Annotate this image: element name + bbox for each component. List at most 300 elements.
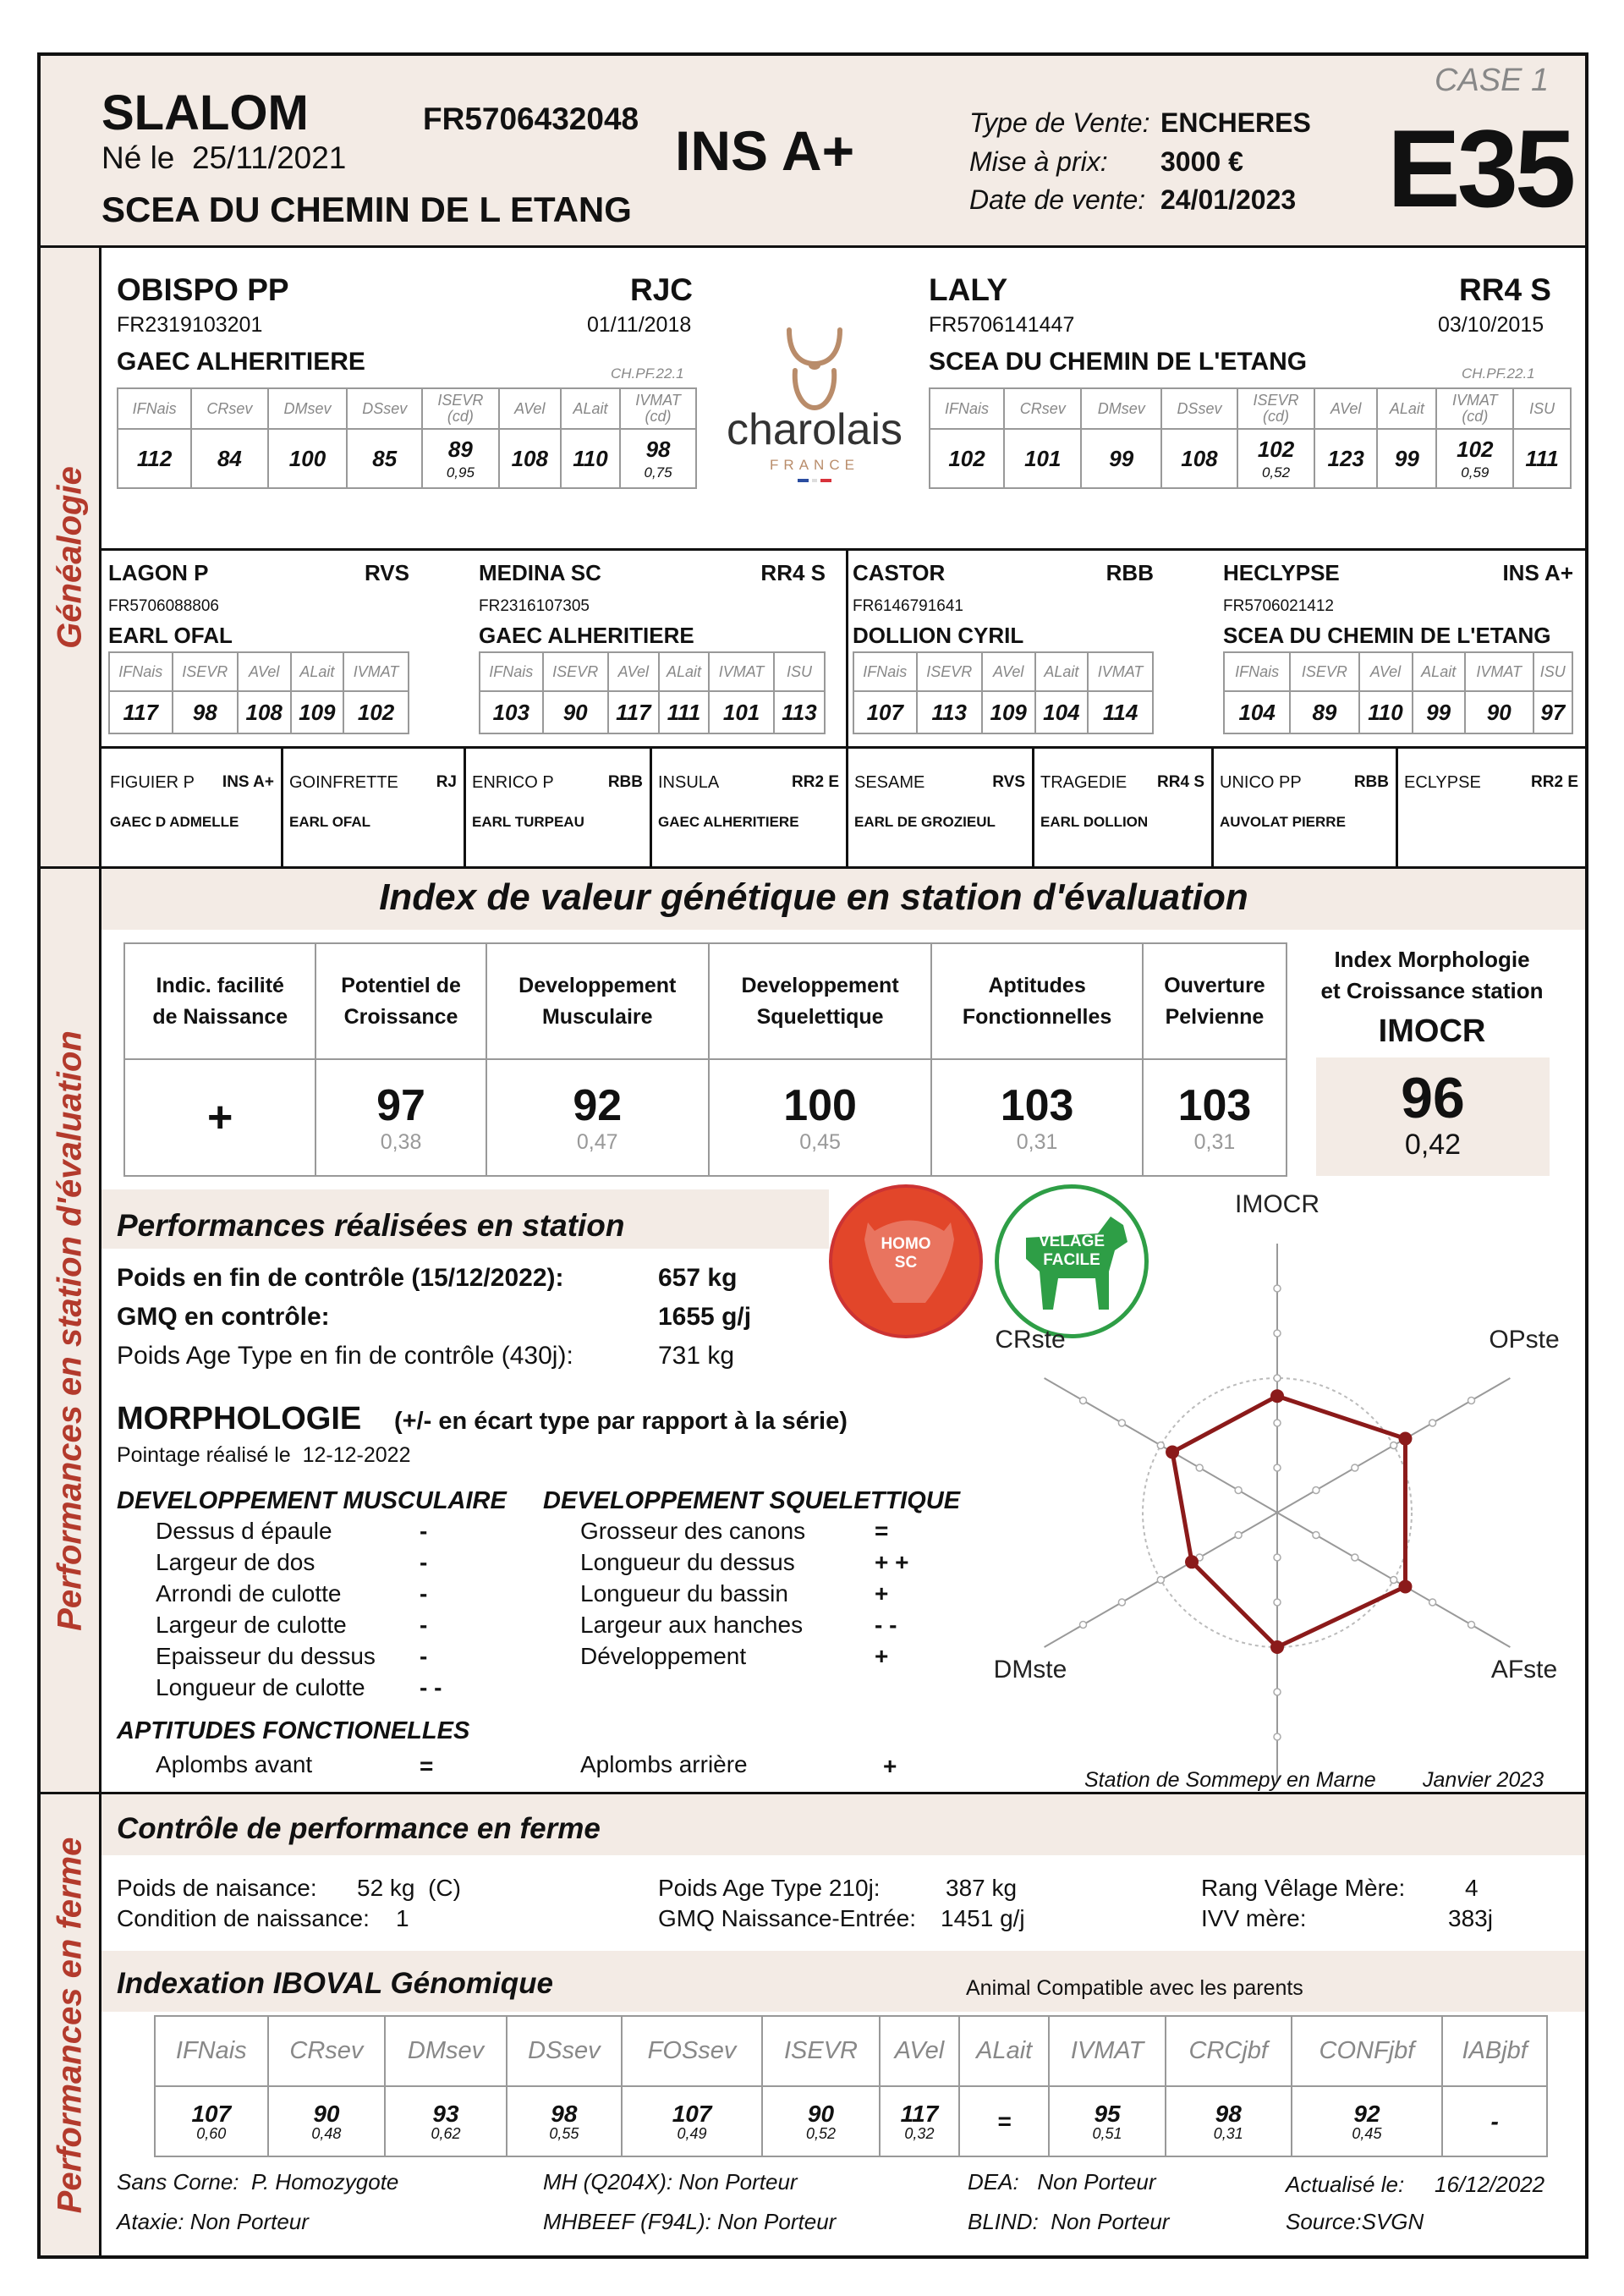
grandparent-id: FR6146791641 xyxy=(853,597,963,615)
index-reliability: 0,75 xyxy=(644,464,672,481)
morpho-score: = xyxy=(875,1518,889,1544)
iboval-value: - xyxy=(1490,2107,1499,2134)
perf-label: GMQ en contrôle: xyxy=(117,1303,330,1331)
great-qual: RR4 S xyxy=(1157,773,1204,791)
index-column-value xyxy=(124,1059,315,1176)
iboval-compat: Animal Compatible avec les parents xyxy=(966,1976,1303,2000)
index-value-cell: 99 xyxy=(1413,691,1465,733)
iboval-value-cell xyxy=(1442,2086,1547,2156)
dam-code: CH.PF.22.1 xyxy=(1462,365,1535,382)
index-column-value xyxy=(315,1059,486,1176)
iboval-value-cell xyxy=(385,2086,507,2156)
dea: DEA: Non Porteur xyxy=(968,2169,1156,2194)
great-name: SESAME xyxy=(854,773,925,792)
pat: 387 kg xyxy=(946,1875,1018,1901)
radar-tick xyxy=(1118,1420,1125,1426)
farm-title: Contrôle de performance en ferme xyxy=(117,1812,601,1845)
great-name: ENRICO P xyxy=(472,773,554,792)
index-header-cell: ISU xyxy=(774,652,825,691)
morpho-trait: Epaisseur du dessus xyxy=(156,1643,376,1669)
radar-tick xyxy=(1235,1532,1242,1539)
radar-point xyxy=(1398,1432,1412,1446)
index-header-cell: IFNais xyxy=(118,388,191,429)
divider xyxy=(1032,746,1034,866)
iboval-reliability: 0,31 xyxy=(1213,2124,1243,2142)
index-header-cell: IFNais xyxy=(480,652,543,691)
flag-blue xyxy=(798,479,809,482)
sire-index-table xyxy=(117,387,697,489)
morpho-score: - xyxy=(420,1549,428,1575)
homo-sc-badge xyxy=(829,1184,983,1338)
index-header-cell: ALait xyxy=(1035,652,1089,691)
index-value: 102 xyxy=(948,445,985,471)
rank: 4 xyxy=(1465,1875,1479,1901)
radar-axis-label: CRste xyxy=(995,1326,1066,1354)
index-header-cell: CRsev xyxy=(191,388,267,429)
index-value-cell xyxy=(1314,429,1377,488)
radar-point xyxy=(1270,1389,1284,1403)
index-header-cell: ALait xyxy=(561,388,620,429)
index-value-cell: 104 xyxy=(1224,691,1290,733)
radar-tick xyxy=(1274,1420,1281,1426)
index-header-cell: ALait xyxy=(1377,388,1436,429)
index-header-cell: ISU xyxy=(1513,388,1571,429)
iboval-reliability: 0,48 xyxy=(311,2124,342,2142)
morpho-score: - xyxy=(420,1580,428,1607)
sale-date: 24/01/2023 xyxy=(1160,184,1297,215)
index-title: Index de valeur génétique en station d'évaluation xyxy=(379,876,1248,918)
index-header-cell: IVMAT xyxy=(1088,652,1153,691)
blind: BLIND: Non Porteur xyxy=(968,2209,1170,2234)
dam-date: 03/10/2015 xyxy=(1438,313,1544,337)
grandparent-name: CASTOR xyxy=(853,560,946,585)
ivv-label: IVV mère: xyxy=(1201,1905,1307,1931)
morpho-score: + xyxy=(883,1753,897,1779)
index-value: 100 xyxy=(288,445,326,471)
iboval-header-cell: IFNais xyxy=(155,2016,268,2086)
index-value-cell: 114 xyxy=(1088,691,1153,733)
morpho-trait: Largeur aux hanches xyxy=(580,1612,804,1638)
index-value-cell: 90 xyxy=(1465,691,1533,733)
sidebar-genealogy xyxy=(41,248,102,866)
iboval-value: 117 xyxy=(900,2100,939,2127)
divider xyxy=(846,746,848,866)
perf-value: 657 kg xyxy=(658,1264,738,1292)
radar-tick xyxy=(1468,1622,1474,1629)
index-value-cell xyxy=(499,429,561,488)
iboval-reliability: 0,62 xyxy=(431,2124,461,2142)
index-reliability: 0,47 xyxy=(576,1129,618,1154)
updated: 16/12/2022 xyxy=(1435,2172,1545,2197)
index-column-header: Aptitudes Fonctionnelles xyxy=(931,943,1143,1059)
index-reliability: 0,59 xyxy=(1461,464,1490,481)
index-value: 112 xyxy=(136,445,173,471)
index-reliability: 0,52 xyxy=(1261,464,1291,481)
grandparent-id: FR5706088806 xyxy=(108,597,219,615)
index-column-header: Developpement Musculaire xyxy=(486,943,709,1059)
iboval-value-cell xyxy=(1292,2086,1443,2156)
index-value-cell: 109 xyxy=(982,691,1035,733)
radar-tick xyxy=(1080,1622,1087,1629)
radar-tick xyxy=(1274,1464,1281,1471)
index-reliability: 0,45 xyxy=(799,1129,841,1154)
breeder: SCEA DU CHEMIN DE L ETANG xyxy=(102,190,632,229)
index-value-cell: 113 xyxy=(917,691,982,733)
index-header-cell: DSsev xyxy=(347,388,422,429)
index-value: 108 xyxy=(511,445,548,471)
iboval-value-cell xyxy=(959,2086,1049,2156)
sale-type: ENCHERES xyxy=(1160,107,1311,138)
morpho-trait: Développement xyxy=(580,1643,747,1669)
lot-number: E35 xyxy=(1387,107,1573,230)
great-owner: GAEC D ADMELLE xyxy=(110,814,239,830)
grandparent-owner: DOLLION CYRIL xyxy=(853,623,1024,648)
radar-date: Janvier 2023 xyxy=(1423,1768,1544,1792)
great-name: UNICO PP xyxy=(1220,773,1302,792)
radar-tick xyxy=(1274,1733,1281,1740)
index-header-cell: ISEVR xyxy=(917,652,982,691)
grandparent-owner: GAEC ALHERITIERE xyxy=(479,623,694,648)
radar-series-line xyxy=(1172,1396,1405,1647)
index-value: 97 xyxy=(376,1080,425,1130)
index-value-cell xyxy=(347,429,422,488)
great-qual: INS A+ xyxy=(222,773,274,791)
iboval-value: = xyxy=(996,2107,1012,2134)
index-value: 123 xyxy=(1327,445,1364,471)
index-value: 100 xyxy=(783,1080,857,1130)
morpho-score: - - xyxy=(420,1674,442,1700)
great-qual: RVS xyxy=(992,773,1025,791)
iboval-header-cell: FOSsev xyxy=(622,2016,762,2086)
morpho-trait: Longueur du dessus xyxy=(580,1549,795,1575)
birth-weight-label: Poids de naisance: xyxy=(117,1875,317,1901)
index-value-cell xyxy=(1237,429,1314,488)
index-value: 102 xyxy=(1257,436,1295,462)
iboval-value: 93 xyxy=(432,2100,459,2127)
imocr-label: Index Morphologie et Croissance station xyxy=(1320,947,1544,1003)
sire-code: CH.PF.22.1 xyxy=(611,365,684,382)
iboval-reliability: 0,49 xyxy=(677,2124,707,2142)
animal-id: FR5706432048 xyxy=(423,102,639,136)
index-value-cell: 90 xyxy=(543,691,608,733)
iboval-header-cell: IVMAT xyxy=(1049,2016,1166,2086)
grandparent-qual: INS A+ xyxy=(1502,560,1573,585)
index-value-cell xyxy=(1004,429,1081,488)
index-value-cell xyxy=(1161,429,1237,488)
index-value-cell: 103 xyxy=(480,691,543,733)
index-value: 84 xyxy=(217,445,242,471)
dam-owner: SCEA DU CHEMIN DE L'ETANG xyxy=(929,348,1308,376)
index-value-cell xyxy=(1513,429,1571,488)
iboval-value: 90 xyxy=(313,2100,340,2127)
radar-point xyxy=(1270,1640,1284,1654)
morpho-trait: Longueur de culotte xyxy=(156,1674,365,1700)
index-value: 99 xyxy=(1394,445,1419,471)
sire-owner: GAEC ALHERITIERE xyxy=(117,348,365,376)
index-column-header: Potentiel de Croissance xyxy=(315,943,486,1059)
index-header-cell: ISEVR xyxy=(543,652,608,691)
index-value: 89 xyxy=(447,436,473,462)
radar-tick xyxy=(1274,1689,1281,1695)
radar-axis-label: IMOCR xyxy=(1235,1190,1320,1218)
sans-corne: Sans Corne: P. Homozygote xyxy=(117,2169,399,2194)
dam-index-table xyxy=(929,387,1572,489)
great-name: GOINFRETTE xyxy=(289,773,398,792)
morpho-trait: Dessus d épaule xyxy=(156,1518,332,1544)
station-index-table xyxy=(123,942,1287,1177)
dam-id: FR5706141447 xyxy=(929,313,1075,337)
skel-title: DEVELOPPEMENT SQUELETTIQUE xyxy=(543,1487,961,1514)
divider xyxy=(1396,746,1398,866)
sire-id: FR2319103201 xyxy=(117,313,263,337)
perf-value: 1655 g/j xyxy=(658,1303,752,1331)
index-header-cell: ALait xyxy=(1413,652,1465,691)
great-owner: EARL DE GROZIEUL xyxy=(854,814,996,830)
morpho-trait: Grosseur des canons xyxy=(580,1518,806,1544)
iboval-reliability: 0,45 xyxy=(1352,2124,1382,2142)
radar-point xyxy=(1166,1445,1179,1458)
index-header-cell: ALait xyxy=(291,652,344,691)
dam-qual: RR4 S xyxy=(1459,272,1551,307)
imocr-value: 96 xyxy=(1401,1066,1465,1130)
grandparent-index-table xyxy=(479,651,826,734)
great-name: FIGUIER P xyxy=(110,773,195,792)
updated-label: Actualisé le: xyxy=(1286,2172,1405,2197)
homo-sc-text: HOMO SC xyxy=(881,1235,931,1272)
index-value-cell xyxy=(1436,429,1513,488)
flag-red xyxy=(820,479,831,482)
index-column-header: Developpement Squelettique xyxy=(709,943,931,1059)
radar-tick xyxy=(1157,1577,1164,1584)
price-label: Mise à prix: xyxy=(969,146,1108,177)
index-reliability: 0,95 xyxy=(446,464,475,481)
index-value-cell: 104 xyxy=(1035,691,1089,733)
index-header-cell: AVel xyxy=(1359,652,1413,691)
radar-tick xyxy=(1274,1285,1281,1292)
iboval-value: 98 xyxy=(551,2100,578,2127)
iboval-header-cell: CRCjbf xyxy=(1166,2016,1292,2086)
morpho-trait: Largeur de dos xyxy=(156,1549,315,1575)
morpho-score: = xyxy=(420,1753,434,1779)
morpho-trait: Aplombs arrière xyxy=(580,1751,748,1777)
radar-station: Station de Sommepy en Marne xyxy=(1084,1768,1376,1792)
iboval-header-cell: ALait xyxy=(959,2016,1049,2086)
index-column-header: Ouverture Pelvienne xyxy=(1143,943,1287,1059)
index-reliability: 0,31 xyxy=(1016,1129,1058,1154)
iboval-header-cell: AVel xyxy=(880,2016,959,2086)
birth-weight: 52 kg (C) xyxy=(357,1875,461,1901)
sale-type-label: Type de Vente: xyxy=(969,107,1150,138)
divider xyxy=(102,746,1585,749)
great-owner: GAEC ALHERITIERE xyxy=(658,814,799,830)
iboval-value: 98 xyxy=(1215,2100,1242,2127)
great-qual: RBB xyxy=(1353,773,1389,791)
radar-tick xyxy=(1429,1599,1436,1606)
morpho-score: - xyxy=(420,1612,428,1638)
index-value: 103 xyxy=(1177,1080,1252,1130)
morpho-trait: Arrondi de culotte xyxy=(156,1580,342,1607)
apt-title: APTITUDES FONCTIONELLES xyxy=(117,1717,470,1744)
index-value-cell: 117 xyxy=(608,691,659,733)
grandparent-owner: SCEA DU CHEMIN DE L'ETANG xyxy=(1223,623,1551,648)
rank-label: Rang Vêlage Mère: xyxy=(1201,1875,1406,1901)
ivv: 383j xyxy=(1448,1905,1493,1931)
morpho-date: Pointage réalisé le 12-12-2022 xyxy=(117,1443,411,1467)
iboval-value-cell xyxy=(880,2086,959,2156)
index-header-cell: ISEVR xyxy=(1290,652,1358,691)
perf-label: Poids en fin de contrôle (15/12/2022): xyxy=(117,1264,564,1292)
radar-tick xyxy=(1157,1442,1164,1449)
iboval-header-cell: DMsev xyxy=(385,2016,507,2086)
sidebar-station xyxy=(41,869,102,1792)
index-value: 92 xyxy=(573,1080,623,1130)
iboval-header-cell: ISEVR xyxy=(762,2016,880,2086)
sidebar-farm xyxy=(41,1794,102,2255)
radar-point xyxy=(1185,1555,1199,1568)
birth-date: Né le 25/11/2021 xyxy=(102,140,347,175)
radar-chart xyxy=(964,1190,1590,1777)
index-value-cell: 109 xyxy=(291,691,344,733)
great-owner: EARL OFAL xyxy=(289,814,371,830)
great-owner: EARL DOLLION xyxy=(1040,814,1149,830)
morpho-score: + xyxy=(875,1643,889,1669)
great-qual: RBB xyxy=(607,773,643,791)
radar-axis-label: AFste xyxy=(1490,1656,1558,1684)
divider xyxy=(102,548,1585,551)
iboval-value-cell xyxy=(268,2086,386,2156)
index-header-cell: IFNais xyxy=(930,388,1004,429)
index-column-value xyxy=(931,1059,1143,1176)
index-column-value xyxy=(1143,1059,1287,1176)
index-value-cell xyxy=(620,429,696,488)
index-value-cell: 110 xyxy=(1359,691,1413,733)
index-value: 103 xyxy=(1000,1080,1074,1130)
great-name: ECLYPSE xyxy=(1404,773,1481,792)
grandparent-id: FR2316107305 xyxy=(479,597,590,615)
grandparent-id: FR5706021412 xyxy=(1223,597,1334,615)
great-owner: AUVOLAT PIERRE xyxy=(1220,814,1346,830)
index-header-cell: IVMAT (cd) xyxy=(620,388,696,429)
morpho-score: - xyxy=(420,1518,428,1544)
index-value: 110 xyxy=(573,445,608,471)
dam-name: LALY xyxy=(929,272,1008,307)
index-value-cell: 97 xyxy=(1533,691,1572,733)
index-value-cell: 102 xyxy=(343,691,409,733)
iboval-value: 92 xyxy=(1353,2100,1380,2127)
radar-axis-label: DMste xyxy=(993,1656,1067,1684)
grandparent-owner: EARL OFAL xyxy=(108,623,233,648)
price: 3000 € xyxy=(1160,146,1243,177)
iboval-title: Indexation IBOVAL Génomique xyxy=(117,1967,553,2000)
pat-label: Poids Age Type 210j: xyxy=(658,1875,881,1901)
index-value-cell xyxy=(118,429,191,488)
iboval-reliability: 0,60 xyxy=(196,2124,227,2142)
mh: MH (Q204X): Non Porteur xyxy=(543,2169,798,2194)
index-column-value xyxy=(709,1059,931,1176)
gmq: 1451 g/j xyxy=(941,1905,1025,1931)
charolais-logo xyxy=(709,313,920,499)
grandparent-index-table xyxy=(1223,651,1573,734)
grandparent-qual: RVS xyxy=(365,560,409,585)
index-value: 98 xyxy=(645,436,671,462)
farm-label: Performances en ferme xyxy=(51,1837,88,2213)
iboval-value-cell xyxy=(622,2086,762,2156)
index-value-cell: 107 xyxy=(853,691,917,733)
index-header-cell: IFNais xyxy=(853,652,917,691)
divider xyxy=(41,245,1585,248)
station-label: Performances en station d'évaluation xyxy=(51,1030,88,1631)
morpho-title: MORPHOLOGIE xyxy=(117,1401,362,1436)
index-header-cell: DMsev xyxy=(1081,388,1161,429)
iboval-table xyxy=(154,2015,1548,2157)
mhbeef: MHBEEF (F94L): Non Porteur xyxy=(543,2209,837,2234)
birth-cond-label: Condition de naissance: xyxy=(117,1905,370,1931)
grandparent-qual: RR4 S xyxy=(760,560,826,585)
iboval-reliability: 0,51 xyxy=(1092,2124,1122,2142)
iboval-value: 107 xyxy=(191,2100,232,2127)
iboval-value-cell xyxy=(155,2086,268,2156)
radar-tick xyxy=(1196,1464,1203,1471)
source: Source:SVGN xyxy=(1286,2209,1424,2234)
sire-name: OBISPO PP xyxy=(117,272,289,307)
index-header-cell: AVel xyxy=(499,388,561,429)
iboval-reliability: 0,32 xyxy=(904,2124,935,2142)
index-value: 99 xyxy=(1109,445,1134,471)
radar-tick xyxy=(1274,1599,1281,1606)
imocr-title: IMOCR xyxy=(1378,1013,1486,1049)
logo-country: FRANCE xyxy=(770,457,859,473)
sire-date: 01/11/2018 xyxy=(587,313,692,337)
morpho-score: - - xyxy=(875,1612,897,1638)
case-label: CASE 1 xyxy=(1435,63,1550,98)
iboval-value: 90 xyxy=(807,2100,835,2127)
perf-title: Performances réalisées en station xyxy=(117,1208,625,1243)
index-header-cell: ISEVR (cd) xyxy=(422,388,498,429)
iboval-value-cell xyxy=(1166,2086,1292,2156)
index-value-cell: 89 xyxy=(1290,691,1358,733)
radar-tick xyxy=(1080,1398,1087,1404)
grandparent-index-table xyxy=(853,651,1154,734)
radar-tick xyxy=(1429,1420,1436,1426)
index-value-cell xyxy=(191,429,267,488)
radar-tick xyxy=(1391,1577,1397,1584)
index-header-cell: ISEVR xyxy=(173,652,238,691)
index-header-cell: ALait xyxy=(659,652,709,691)
iboval-value-cell xyxy=(762,2086,880,2156)
animal-name: SLALOM xyxy=(102,85,309,140)
radar-tick xyxy=(1352,1554,1358,1561)
velage-facile-text: VELAGE FACILE xyxy=(1038,1233,1106,1269)
logo-text: charolais xyxy=(726,405,903,454)
radar-tick xyxy=(1274,1554,1281,1561)
morpho-score: - xyxy=(420,1643,428,1669)
index-value: + xyxy=(207,1093,233,1142)
index-value: 108 xyxy=(1181,445,1218,471)
index-header-cell: IVMAT (cd) xyxy=(1436,388,1513,429)
iboval-header-cell: CONFjbf xyxy=(1292,2016,1443,2086)
index-header-cell: IVMAT xyxy=(343,652,409,691)
radar-tick xyxy=(1274,1375,1281,1381)
index-value-cell xyxy=(268,429,348,488)
divider xyxy=(650,746,652,866)
morpho-subtitle: (+/- en écart type par rapport à la série) xyxy=(394,1408,848,1435)
sire-qual: RJC xyxy=(630,272,694,307)
index-header-cell: AVel xyxy=(982,652,1035,691)
index-value: 111 xyxy=(1525,445,1559,471)
index-header-cell: IFNais xyxy=(109,652,173,691)
great-qual: RR2 E xyxy=(792,773,839,791)
index-value-cell: 101 xyxy=(709,691,774,733)
